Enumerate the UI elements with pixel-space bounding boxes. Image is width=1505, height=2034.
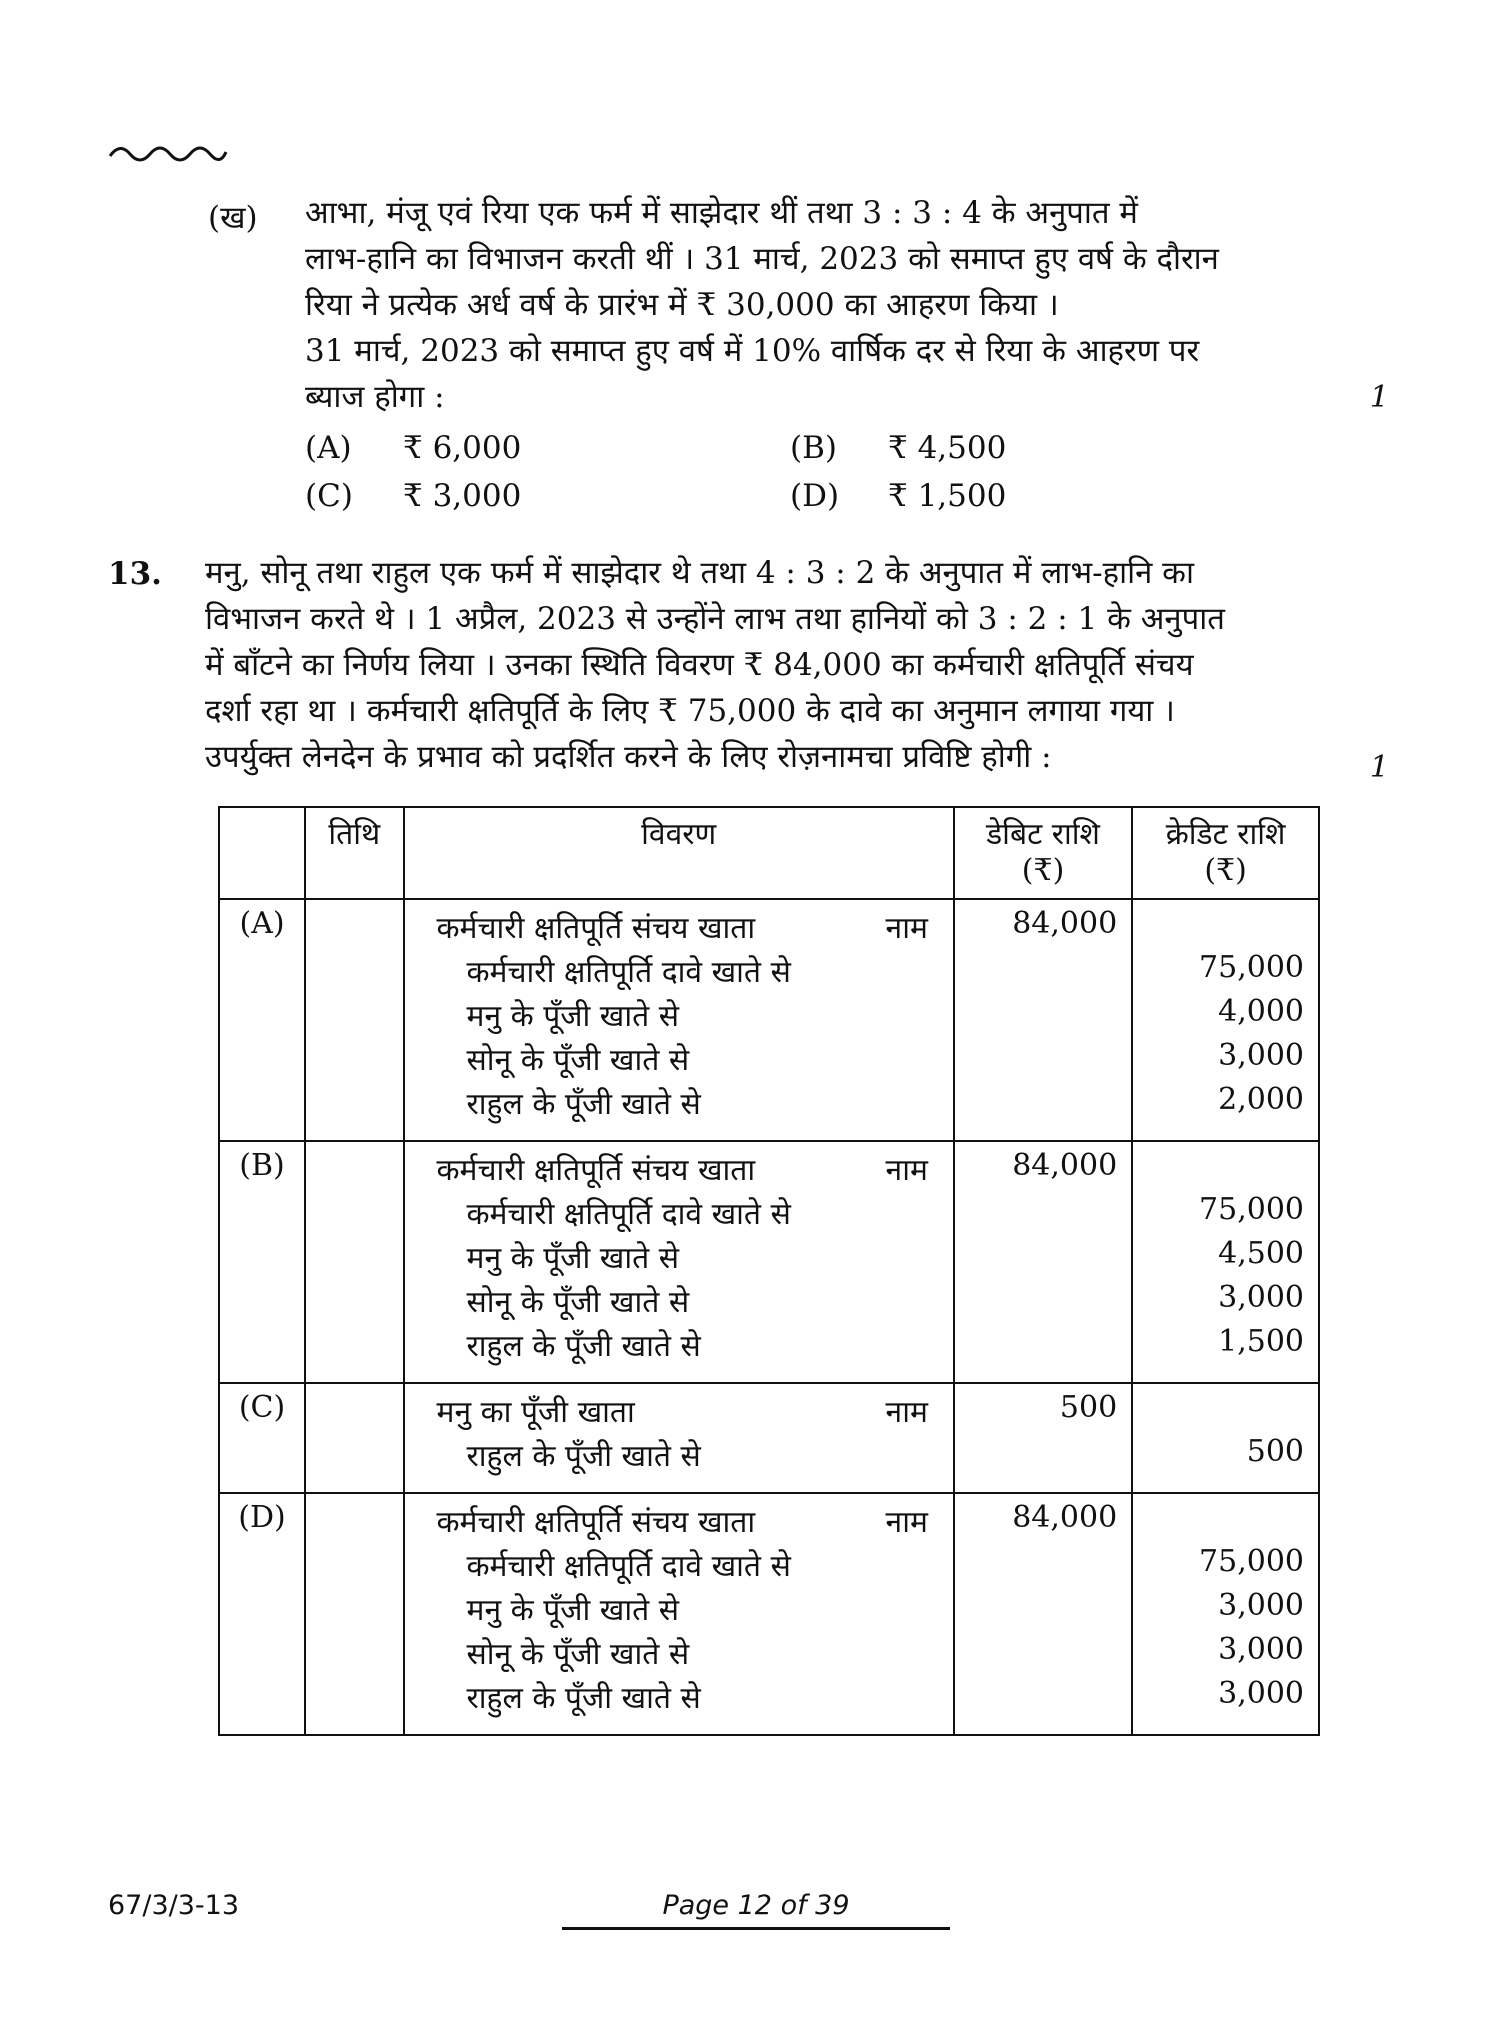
debit-account: कर्मचारी क्षतिपूर्ति संचय खाता xyxy=(436,1153,756,1188)
debit-line xyxy=(437,906,933,950)
credit-amount: 3,000 xyxy=(1218,1632,1304,1667)
header-credit-line2: (₹) xyxy=(1204,853,1247,888)
q12b-option-b xyxy=(790,430,1006,466)
dr-word: नाम xyxy=(885,1395,928,1430)
q12b-question-text xyxy=(305,190,1325,420)
q13-question-text xyxy=(205,550,1325,780)
question-line: में बाँटने का निर्णय लिया । उनका स्थिति विवरण ₹ 84,000 का कर्मचारी क्षतिपूर्ति संचय xyxy=(205,647,1194,683)
credit-amount: 3,000 xyxy=(1218,1676,1304,1711)
table-row xyxy=(219,1493,1319,1735)
entry-debit-amount xyxy=(954,1141,1132,1383)
header-debit xyxy=(954,807,1132,899)
credit-account: सोनू के पूँजी खाते से xyxy=(466,1285,690,1320)
q12b-marks: 1 xyxy=(1369,380,1389,415)
debit-amount: 84,000 xyxy=(1012,1500,1118,1535)
debit-amount: 84,000 xyxy=(1012,1148,1118,1183)
entry-debit-amount xyxy=(954,1383,1132,1493)
question-line: रिया ने प्रत्येक अर्ध वर्ष के प्रारंभ में ₹ 30,000 का आहरण किया । xyxy=(305,287,1059,323)
dr-word: नाम xyxy=(885,911,928,946)
credit-amount: 3,000 xyxy=(1218,1280,1304,1315)
credit-account: मनु के पूँजी खाते से xyxy=(466,999,680,1034)
dr-word: नाम xyxy=(885,1153,928,1188)
credit-amount: 3,000 xyxy=(1218,1038,1304,1073)
debit-account: मनु का पूँजी खाता xyxy=(436,1395,635,1430)
credit-amount: 500 xyxy=(1246,1434,1304,1469)
credit-amount: 4,000 xyxy=(1218,994,1304,1029)
option-label: (A) xyxy=(305,430,352,466)
header-particulars: विवरण xyxy=(404,807,954,899)
entry-credit-amounts xyxy=(1132,1383,1319,1493)
option-value: ₹ 4,500 xyxy=(888,430,1007,466)
entry-credit-amounts xyxy=(1132,899,1319,1141)
question-line: मनु, सोनू तथा राहुल एक फर्म में साझेदार थे तथा 4 : 3 : 2 के अनुपात में लाभ-हानि का xyxy=(205,555,1195,591)
credit-spacer xyxy=(1139,1148,1304,1192)
header-date: तिथि xyxy=(305,807,403,899)
option-value: ₹ 3,000 xyxy=(403,478,522,514)
credit-amount: 4,500 xyxy=(1218,1236,1304,1271)
table-row xyxy=(219,1383,1319,1493)
journal-entry-table xyxy=(218,806,1320,1736)
entry-date xyxy=(305,1141,403,1383)
option-label: (B) xyxy=(790,430,837,466)
credit-account: कर्मचारी क्षतिपूर्ति दावे खाते से xyxy=(466,955,791,990)
table-row xyxy=(219,899,1319,1141)
entry-debit-amount xyxy=(954,1493,1132,1735)
entry-debit-amount xyxy=(954,899,1132,1141)
question-line: उपर्युक्त लेनदेन के प्रभाव को प्रदर्शित करने के लिए रोज़नामचा प्रविष्टि होगी : xyxy=(205,739,1052,775)
question-line: दर्शा रहा था । कर्मचारी क्षतिपूर्ति के लिए ₹ 75,000 के दावे का अनुमान लगाया गया । xyxy=(205,693,1175,729)
entry-particulars xyxy=(404,1141,954,1383)
credit-spacer xyxy=(1139,906,1304,950)
option-value: ₹ 1,500 xyxy=(888,478,1007,514)
debit-account: कर्मचारी क्षतिपूर्ति संचय खाता xyxy=(436,1505,756,1540)
debit-account: कर्मचारी क्षतिपूर्ति संचय खाता xyxy=(436,911,756,946)
debit-line xyxy=(437,1500,933,1544)
dr-word: नाम xyxy=(885,1505,928,1540)
entry-option: (C) xyxy=(219,1383,305,1493)
q13-marks: 1 xyxy=(1369,750,1389,785)
q12b-option-a xyxy=(305,430,521,466)
entry-option: (B) xyxy=(219,1141,305,1383)
page-number: Page 12 of 39 xyxy=(562,1890,950,1930)
option-label: (D) xyxy=(790,478,840,514)
credit-account: राहुल के पूँजी खाते से xyxy=(466,1681,701,1716)
header-credit xyxy=(1132,807,1319,899)
credit-account: मनु के पूँजी खाते से xyxy=(466,1593,680,1628)
option-value: ₹ 6,000 xyxy=(403,430,522,466)
credit-amount: 1,500 xyxy=(1218,1324,1304,1359)
credit-account: कर्मचारी क्षतिपूर्ति दावे खाते से xyxy=(466,1197,791,1232)
credit-amount: 2,000 xyxy=(1218,1082,1304,1117)
entry-date xyxy=(305,1493,403,1735)
header-credit-line1: क्रेडिट राशि xyxy=(1165,817,1286,852)
question-line: आभा, मंजू एवं रिया एक फर्म में साझेदार थीं तथा 3 : 3 : 4 के अनुपात में xyxy=(305,195,1138,231)
entry-credit-amounts xyxy=(1132,1141,1319,1383)
question-line: विभाजन करते थे । 1 अप्रैल, 2023 से उन्होंने लाभ तथा हानियों को 3 : 2 : 1 के अनुपात xyxy=(205,601,1225,637)
credit-spacer xyxy=(1139,1500,1304,1544)
debit-line xyxy=(437,1390,933,1434)
credit-amount: 75,000 xyxy=(1199,1192,1304,1227)
option-label: (C) xyxy=(305,478,353,514)
credit-spacer xyxy=(1139,1390,1304,1434)
table-row xyxy=(219,1141,1319,1383)
q12b-option-c xyxy=(305,478,521,514)
header-option xyxy=(219,807,305,899)
wavy-mark-icon xyxy=(108,138,228,168)
debit-line xyxy=(437,1148,933,1192)
question-line: लाभ-हानि का विभाजन करती थीं । 31 मार्च, 2023 को समाप्त हुए वर्ष के दौरान xyxy=(305,241,1219,277)
entry-date xyxy=(305,899,403,1141)
question-line: 31 मार्च, 2023 को समाप्त हुए वर्ष में 10% वार्षिक दर से रिया के आहरण पर xyxy=(305,333,1200,369)
entry-particulars xyxy=(404,1383,954,1493)
credit-amount: 3,000 xyxy=(1218,1588,1304,1623)
credit-amount: 75,000 xyxy=(1199,1544,1304,1579)
table-header-row xyxy=(219,807,1319,899)
entry-option: (D) xyxy=(219,1493,305,1735)
entry-date xyxy=(305,1383,403,1493)
credit-account: राहुल के पूँजी खाते से xyxy=(466,1329,701,1364)
debit-amount: 84,000 xyxy=(1012,906,1118,941)
entry-credit-amounts xyxy=(1132,1493,1319,1735)
entry-particulars xyxy=(404,1493,954,1735)
debit-amount: 500 xyxy=(1059,1390,1118,1425)
credit-account: राहुल के पूँजी खाते से xyxy=(466,1439,701,1474)
credit-account: सोनू के पूँजी खाते से xyxy=(466,1637,690,1672)
header-debit-line1: डेबिट राशि xyxy=(986,817,1100,852)
entry-particulars xyxy=(404,899,954,1141)
paper-code: 67/3/3-13 xyxy=(108,1890,240,1921)
header-debit-line2: (₹) xyxy=(1021,853,1065,888)
entry-option: (A) xyxy=(219,899,305,1141)
credit-account: राहुल के पूँजी खाते से xyxy=(466,1087,701,1122)
credit-account: मनु के पूँजी खाते से xyxy=(466,1241,680,1276)
credit-account: कर्मचारी क्षतिपूर्ति दावे खाते से xyxy=(466,1549,791,1584)
question-line: ब्याज होगा : xyxy=(305,379,445,415)
q12b-option-d xyxy=(790,478,1006,514)
credit-account: सोनू के पूँजी खाते से xyxy=(466,1043,690,1078)
q13-number: 13. xyxy=(108,556,162,592)
credit-amount: 75,000 xyxy=(1199,950,1304,985)
q12b-label: (ख) xyxy=(208,200,258,236)
